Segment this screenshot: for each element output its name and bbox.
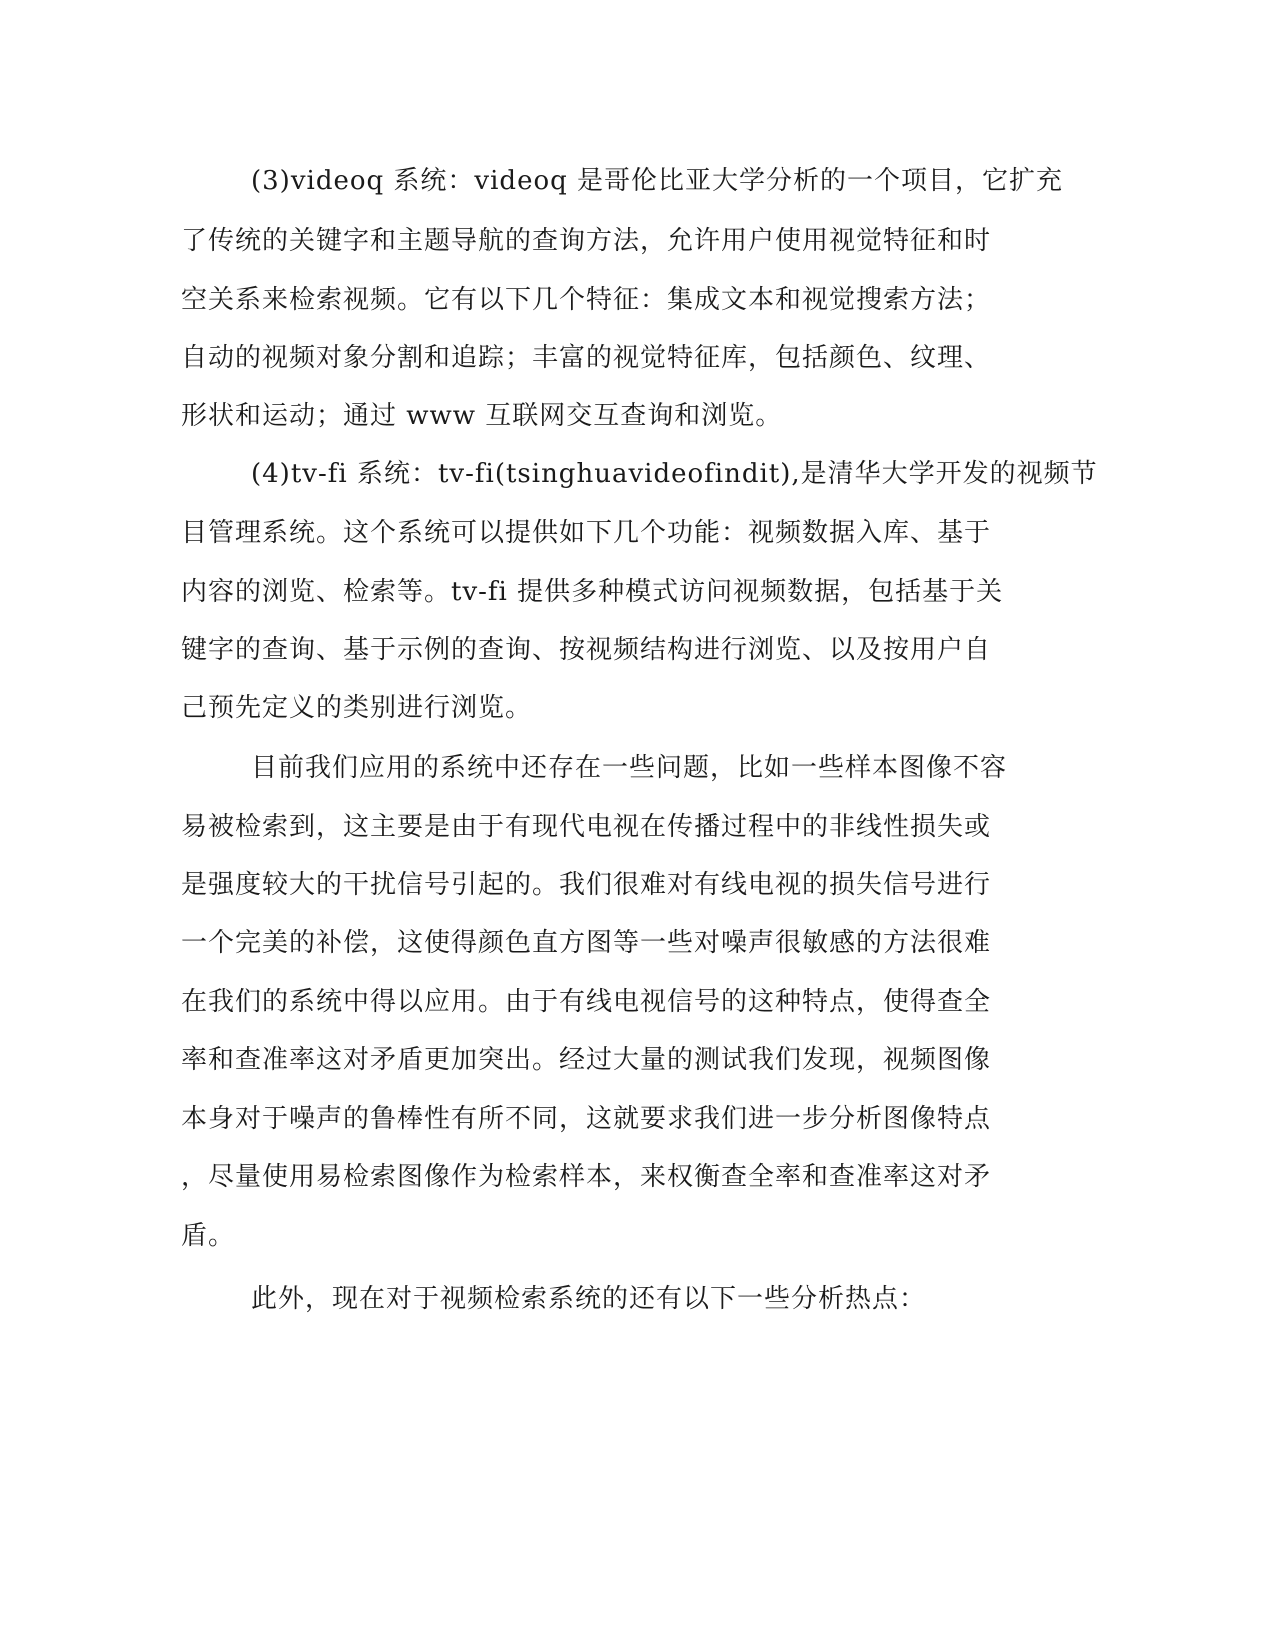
paragraph-3-line-7: 本身对于噪声的鲁棒性有所不同，这就要求我们进一步分析图像特点: [181, 1104, 992, 1134]
paragraph-1-line-4: 自动的视频对象分割和追踪；丰富的视觉特征库，包括颜色、纹理、: [181, 343, 992, 373]
paragraph-3-line-2: 易被检索到，这主要是由于有现代电视在传播过程中的非线性损失或: [181, 812, 992, 842]
paragraph-1-line-1: (3)videoq 系统：videoq 是哥伦比亚大学分析的一个项目，它扩充: [251, 166, 1064, 196]
paragraph-2-line-4: 键字的查询、基于示例的查询、按视频结构进行浏览、以及按用户自: [181, 635, 992, 665]
paragraph-2-line-3: 内容的浏览、检索等。tv-fi 提供多种模式访问视频数据，包括基于关: [181, 577, 1004, 607]
paragraph-2-line-1: (4)tv-fi 系统：tv-fi(tsinghuavideofindit),是清华大学开发的视频节: [251, 459, 1098, 489]
paragraph-3-line-4: 一个完美的补偿，这使得颜色直方图等一些对噪声很敏感的方法很难: [181, 928, 992, 958]
paragraph-2-line-5: 己预先定义的类别进行浏览。: [181, 693, 533, 723]
paragraph-3-line-8: ，尽量使用易检索图像作为检索样本，来权衡查全率和查准率这对矛: [181, 1162, 992, 1192]
paragraph-3-line-5: 在我们的系统中得以应用。由于有线电视信号的这种特点，使得查全: [181, 987, 992, 1017]
paragraph-1-line-5: 形状和运动；通过 www 互联网交互查询和浏览。: [181, 401, 783, 431]
paragraph-1-line-2: 了传统的关键字和主题导航的查询方法，允许用户使用视觉特征和时: [181, 226, 992, 256]
paragraph-3-line-3: 是强度较大的干扰信号引起的。我们很难对有线电视的损失信号进行: [181, 870, 992, 900]
paragraph-3-line-9: 盾。: [181, 1221, 236, 1251]
paragraph-3-line-1: 目前我们应用的系统中还存在一些问题，比如一些样本图像不容: [251, 753, 1008, 783]
paragraph-4-line-1: 此外，现在对于视频检索系统的还有以下一些分析热点：: [251, 1284, 927, 1314]
paragraph-3-line-6: 率和查准率这对矛盾更加突出。经过大量的测试我们发现，视频图像: [181, 1045, 992, 1075]
paragraph-2-line-2: 目管理系统。这个系统可以提供如下几个功能：视频数据入库、基于: [181, 518, 992, 548]
paragraph-1-line-3: 空关系来检索视频。它有以下几个特征：集成文本和视觉搜索方法；: [181, 285, 992, 315]
